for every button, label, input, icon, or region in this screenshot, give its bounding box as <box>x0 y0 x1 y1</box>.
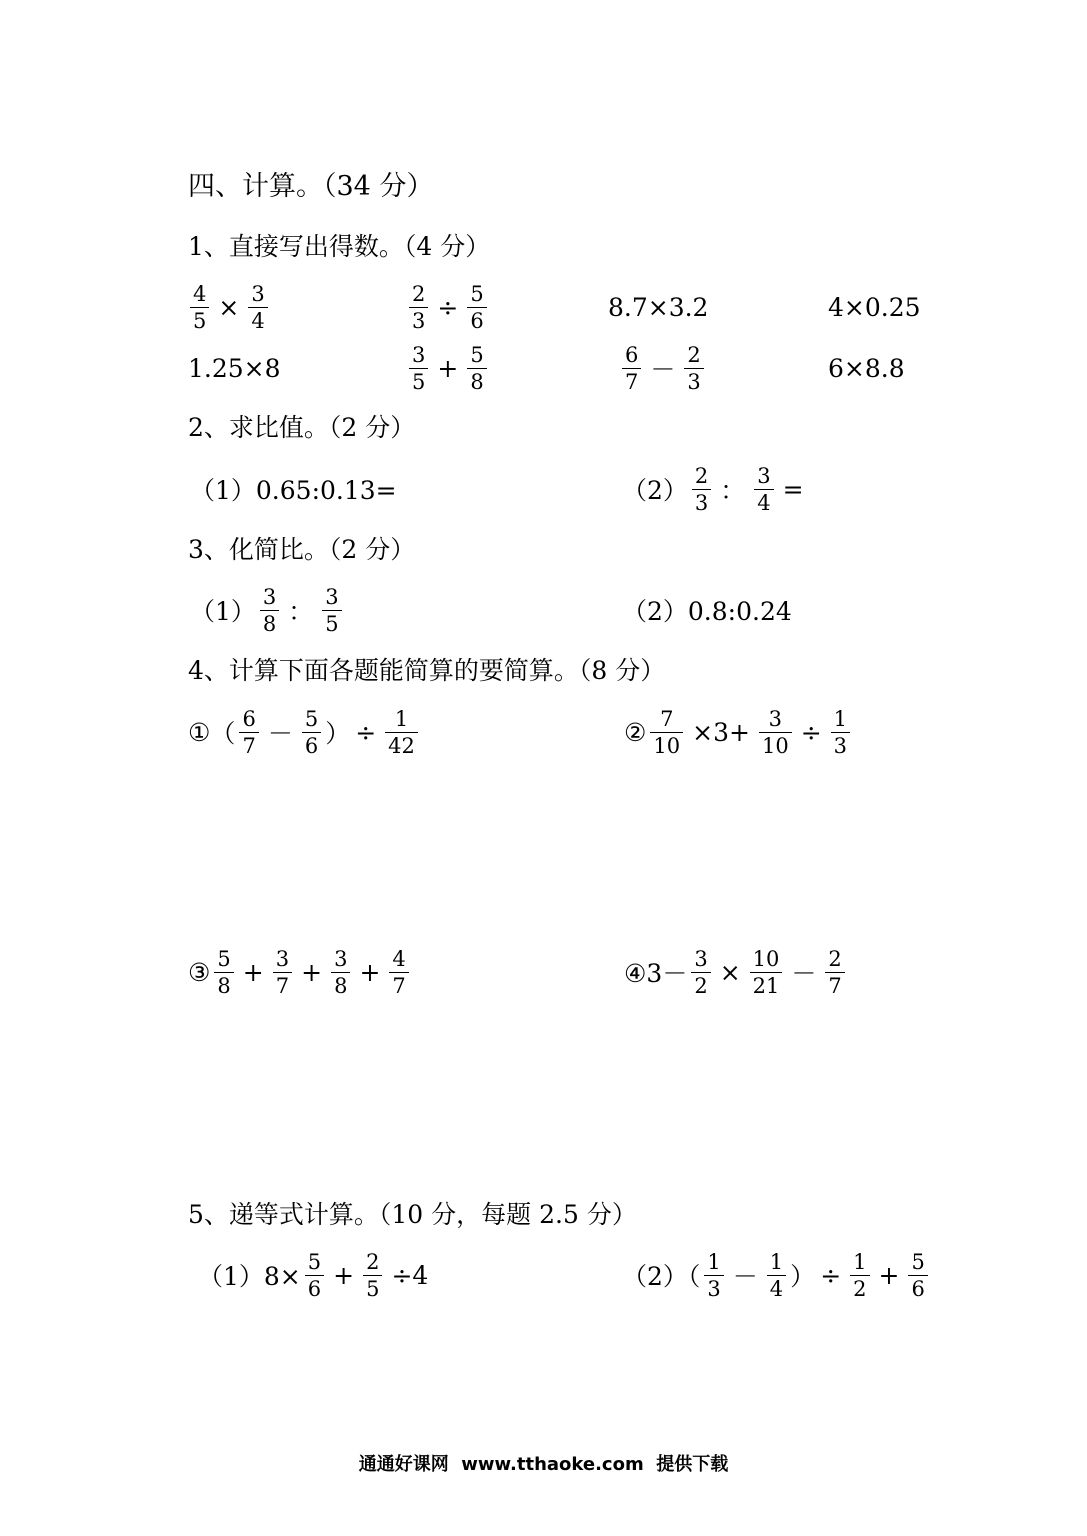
operator: － <box>732 1262 758 1291</box>
item-prefix: （2）（ <box>622 1262 701 1291</box>
fraction: 2 3 <box>692 463 711 516</box>
operator: + <box>878 1260 900 1290</box>
q3-title: 3、化简比。（2 分） <box>188 535 416 564</box>
fraction: 3 5 <box>409 342 428 395</box>
operator: × <box>719 957 741 987</box>
problem-number: ③ <box>188 957 211 987</box>
operator: + <box>437 353 459 383</box>
operator: － <box>267 719 293 748</box>
paren-right: ） <box>325 719 351 748</box>
operator-tail: ÷4 <box>391 1260 429 1290</box>
ratio-separator: ： <box>288 597 314 626</box>
q1-item-d: 4×0.25 <box>828 292 921 322</box>
q1-item-g <box>618 336 708 400</box>
q4-problem-1 <box>188 700 422 764</box>
fraction: 5 8 <box>214 946 233 999</box>
fraction: $\frac{3}{7}$ <box>273 946 292 999</box>
fraction: 1 4 <box>767 1249 786 1302</box>
fraction: 2 7 <box>825 946 844 999</box>
q1-item-b <box>405 275 491 339</box>
operator: ÷ <box>820 1260 842 1290</box>
item-prefix: （1）8× <box>198 1262 301 1291</box>
fraction: $\frac{4}{7}$ <box>389 946 408 999</box>
operator: ÷ <box>437 292 459 322</box>
q5-problem-2 <box>622 1243 932 1307</box>
fraction: 5 6 <box>302 706 321 759</box>
footer-source: 通通好课网 www.tthaoke.com 提供下载 <box>358 1454 729 1475</box>
q3-item-2: （2）0.8:0.24 <box>622 597 792 626</box>
problem-number: ④3－ <box>624 959 688 988</box>
fraction: $\frac{2}{3}$ <box>409 281 428 334</box>
operator: ÷ <box>355 717 377 747</box>
q4-title: 4、计算下面各题能简算的要简算。（8 分） <box>188 656 666 685</box>
fraction: $\frac{7}{10}$ <box>650 706 683 759</box>
operator: + <box>359 957 381 987</box>
fraction: 6 7 <box>239 706 258 759</box>
operator: － <box>791 959 817 988</box>
q5-title: 5、递等式计算。（10 分，每题 2.5 分） <box>188 1200 637 1229</box>
q2-title: 2、求比值。（2 分） <box>188 413 416 442</box>
fraction: 2 3 <box>684 342 703 395</box>
q1-item-e: 1.25×8 <box>188 353 281 383</box>
operator: + <box>301 957 323 987</box>
fraction: $\frac{3}{4}$ <box>754 463 773 516</box>
section-title: 四、计算。（34 分） <box>188 171 434 202</box>
fraction: $\frac{1}{2}$ <box>850 1249 869 1302</box>
q4-problem-2 <box>624 700 854 764</box>
equals-sign: = <box>782 474 804 504</box>
fraction: $\frac{3}{8}$ <box>331 946 350 999</box>
q2-item-2 <box>622 457 809 521</box>
q1-item-h: 6×8.8 <box>828 353 905 383</box>
operator: ÷ <box>800 717 822 747</box>
fraction: $\frac{3}{10}$ <box>759 706 792 759</box>
fraction: $\frac{5}{8}$ <box>467 342 486 395</box>
fraction: $\frac{4}{5}$ <box>190 281 209 334</box>
operator: ×3+ <box>692 717 750 747</box>
q1-item-c: 8.7×3.2 <box>608 292 709 322</box>
ratio-separator: ： <box>720 476 746 505</box>
q1-title: 1、直接写出得数。（4 分） <box>188 232 491 261</box>
fraction: $\frac{5}{6}$ <box>305 1249 324 1302</box>
fraction: $\frac{5}{6}$ <box>467 281 486 334</box>
q3-item-1 <box>190 578 346 642</box>
fraction: 3 5 <box>322 584 341 637</box>
fraction: $\frac{10}{21}$ <box>750 946 783 999</box>
fraction: 3 8 <box>260 584 279 637</box>
fraction: $\frac{1}{42}$ <box>385 706 418 759</box>
fraction: $\frac{3}{4}$ <box>248 281 267 334</box>
paren-right: ） <box>790 1262 816 1291</box>
fraction: $\frac{2}{5}$ <box>363 1249 382 1302</box>
fraction: 6 7 <box>622 342 641 395</box>
fraction: $\frac{3}{2}$ <box>691 946 710 999</box>
fraction: $\frac{1}{3}$ <box>831 706 850 759</box>
q4-problem-4 <box>624 940 849 1004</box>
fraction: $\frac{5}{6}$ <box>908 1249 927 1302</box>
q1-item-a <box>186 275 272 339</box>
operator: － <box>650 355 676 384</box>
operator: + <box>242 957 264 987</box>
fraction: 1 3 <box>704 1249 723 1302</box>
problem-number: ② <box>624 717 647 747</box>
operator: + <box>333 1260 355 1290</box>
item-prefix: （1） <box>190 597 256 626</box>
operator: × <box>218 292 240 322</box>
q4-problem-3 <box>188 940 413 1004</box>
item-prefix: （2） <box>622 476 688 505</box>
q5-problem-1 <box>198 1243 433 1307</box>
paren-left: （ <box>210 719 236 748</box>
q2-item-1: （1）0.65:0.13= <box>190 476 397 505</box>
q1-item-f <box>405 336 491 400</box>
problem-number: ① <box>188 717 211 747</box>
